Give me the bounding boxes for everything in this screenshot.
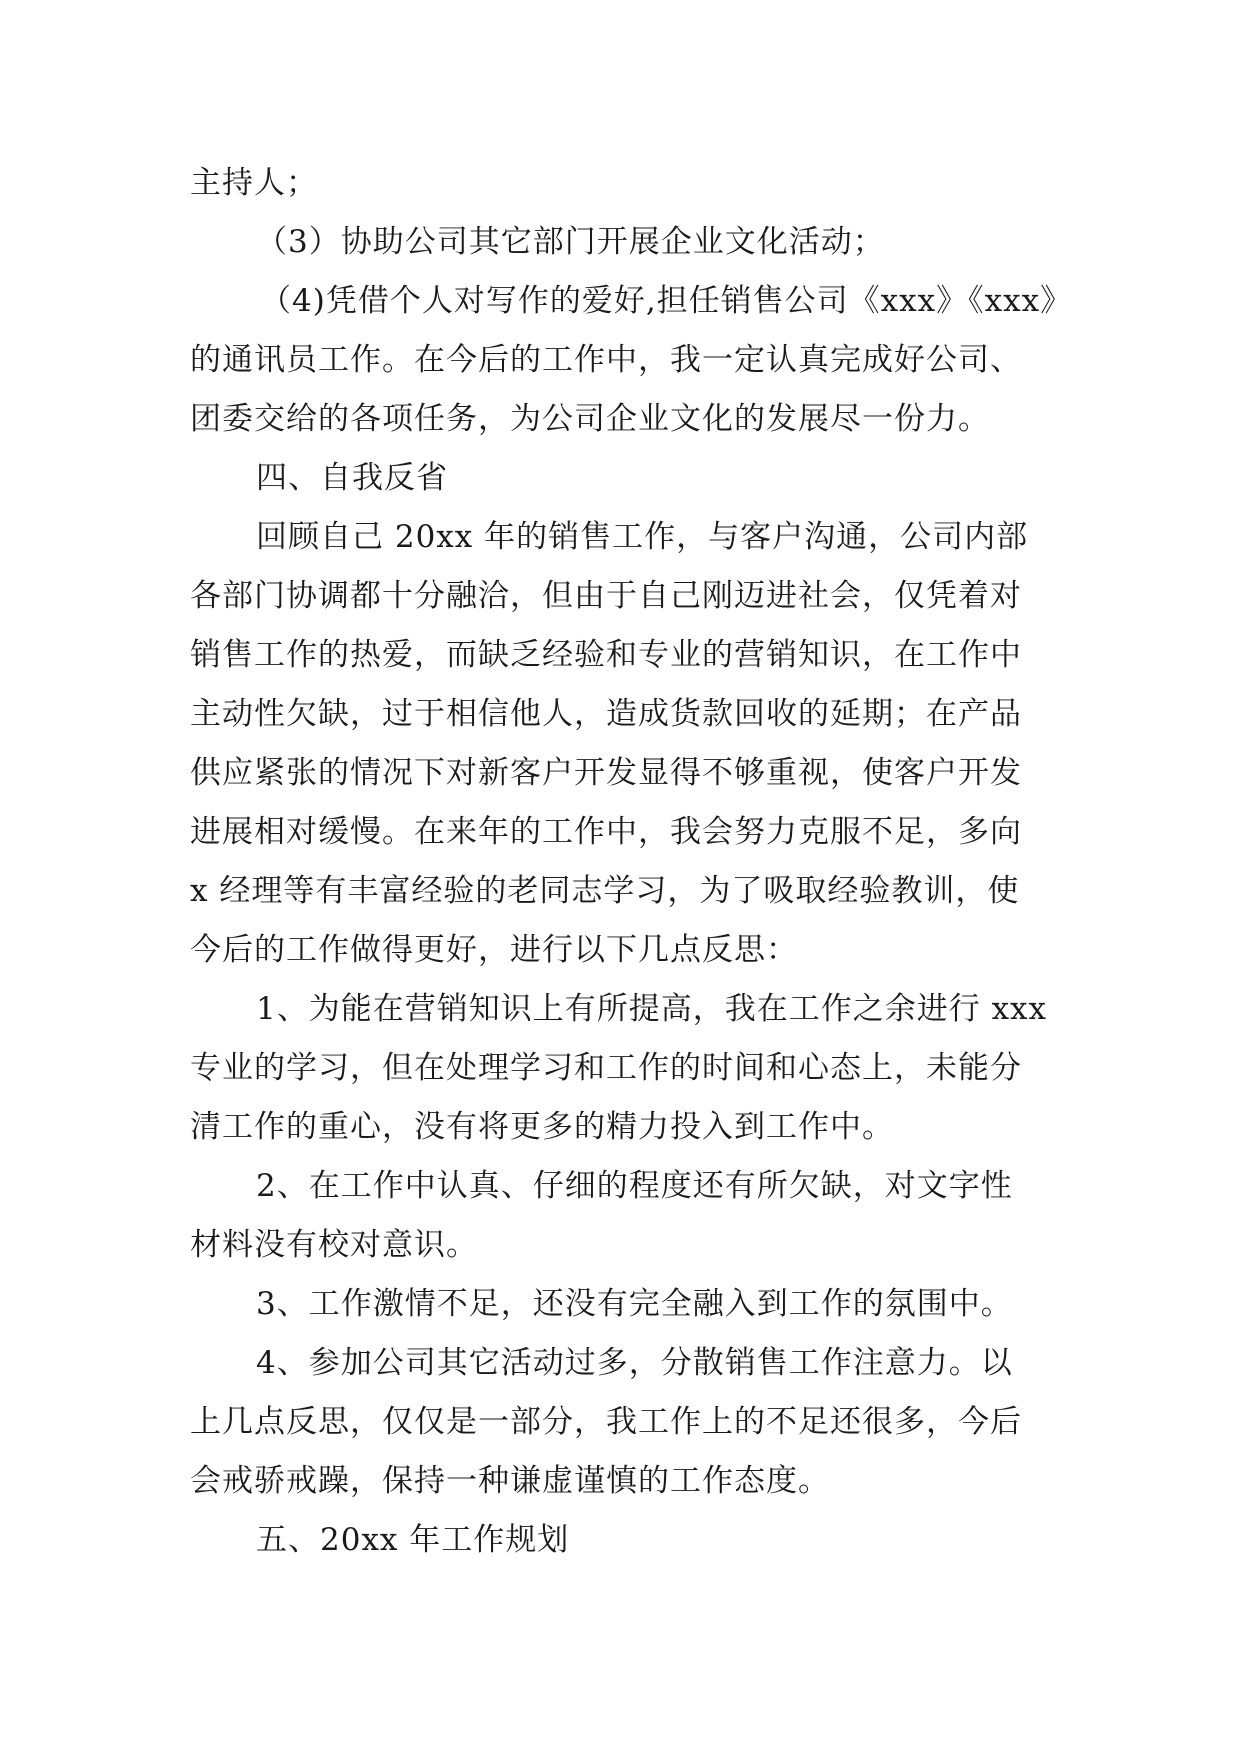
text-line: 上几点反思，仅仅是一部分，我工作上的不足还很多，今后 bbox=[190, 1404, 1022, 1440]
text-line: 主动性欠缺，过于相信他人，造成货款回收的延期；在产品 bbox=[190, 696, 1022, 732]
text-line: 主持人； bbox=[190, 165, 318, 201]
text-line: 供应紧张的情况下对新客户开发显得不够重视，使客户开发 bbox=[190, 755, 1022, 791]
text-line: 团委交给的各项任务，为公司企业文化的发展尽一份力。 bbox=[190, 401, 990, 437]
text-line: x 经理等有丰富经验的老同志学习，为了吸取经验教训，使 bbox=[190, 873, 1020, 909]
section-heading: 四、自我反省 bbox=[256, 460, 448, 496]
text-line: 3、工作激情不足，还没有完全融入到工作的氛围中。 bbox=[256, 1286, 1013, 1322]
document-body bbox=[190, 154, 1073, 1570]
text-line: 销售工作的热爱，而缺乏经验和专业的营销知识，在工作中 bbox=[190, 637, 1022, 673]
text-line: 各部门协调都十分融洽，但由于自己刚迈进社会，仅凭着对 bbox=[190, 578, 1022, 614]
text-line: 1、为能在营销知识上有所提高，我在工作之余进行 xxx bbox=[256, 991, 1048, 1027]
text-line: （3）协助公司其它部门开展企业文化活动； bbox=[256, 224, 885, 260]
text-line: 2、在工作中认真、仔细的程度还有所欠缺，对文字性 bbox=[256, 1168, 1013, 1204]
text-line: 专业的学习，但在处理学习和工作的时间和心态上，未能分 bbox=[190, 1050, 1022, 1086]
text-line: 清工作的重心，没有将更多的精力投入到工作中。 bbox=[190, 1109, 894, 1145]
text-line: 今后的工作做得更好，进行以下几点反思： bbox=[190, 932, 798, 968]
text-line: 进展相对缓慢。在来年的工作中，我会努力克服不足，多向 bbox=[190, 814, 1022, 850]
text-line: 会戒骄戒躁，保持一种谦虚谨慎的工作态度。 bbox=[190, 1463, 830, 1499]
section-heading: 五、20xx 年工作规划 bbox=[256, 1522, 570, 1558]
text-line: （4)凭借个人对写作的爱好,担任销售公司《xxx》《xxx》 bbox=[260, 283, 1073, 319]
text-line: 4、参加公司其它活动过多，分散销售工作注意力。以 bbox=[256, 1345, 1013, 1381]
text-line: 的通讯员工作。在今后的工作中，我一定认真完成好公司、 bbox=[190, 342, 1022, 378]
text-line: 材料没有校对意识。 bbox=[190, 1227, 478, 1263]
text-line: 回顾自己 20xx 年的销售工作，与客户沟通，公司内部 bbox=[256, 519, 1029, 555]
